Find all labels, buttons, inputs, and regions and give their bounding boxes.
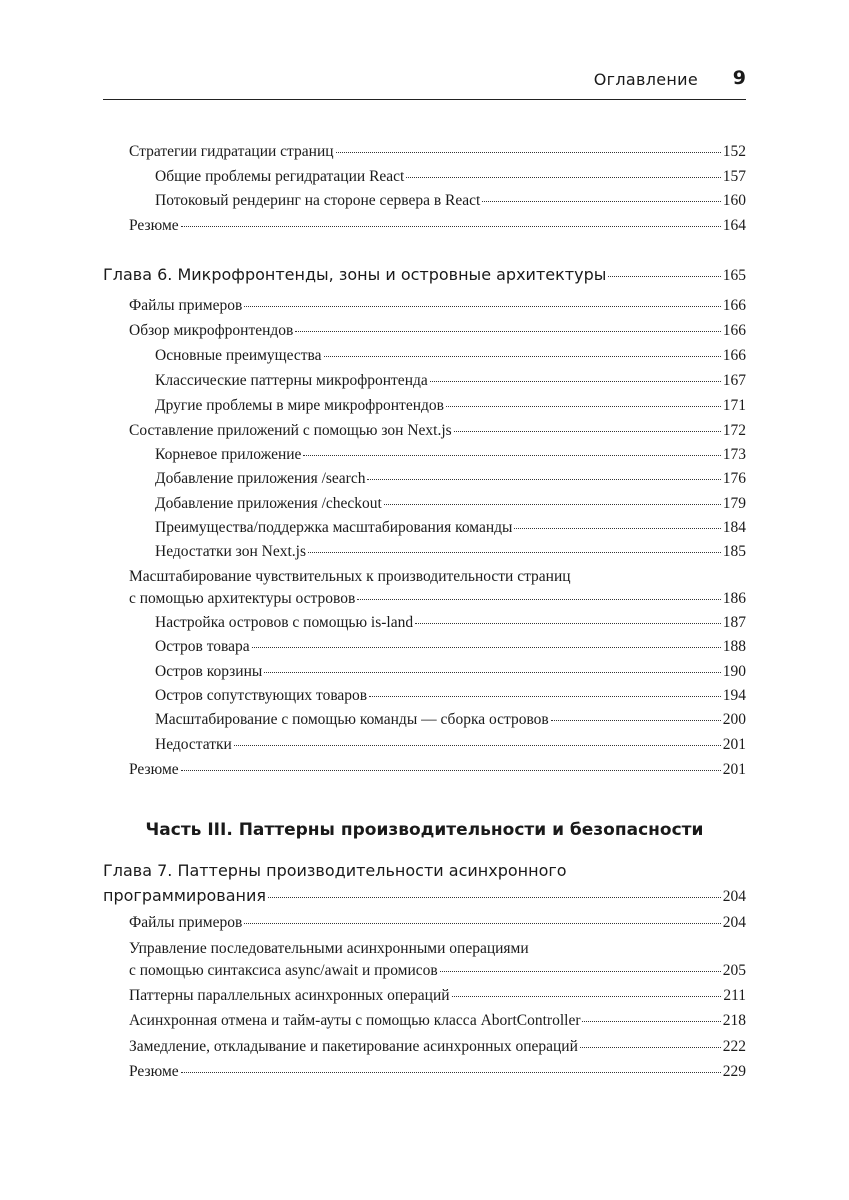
dot-leader [446, 406, 721, 407]
dot-leader [406, 177, 720, 178]
dot-leader [608, 276, 720, 277]
dot-leader [452, 996, 722, 997]
toc-page: 211 [723, 987, 746, 1004]
toc-entry[interactable]: Недостатки 201 [155, 736, 746, 753]
toc-page: 218 [722, 1012, 746, 1029]
toc-entry[interactable]: Обзор микрофронтендов 166 [129, 322, 746, 339]
dot-leader [582, 1021, 720, 1022]
toc-page: 179 [722, 495, 746, 512]
toc-page: 166 [722, 297, 746, 314]
dot-leader [268, 897, 721, 898]
toc-page: 190 [722, 663, 746, 680]
page-number: 9 [732, 67, 746, 89]
toc-page: 188 [722, 638, 746, 655]
toc-page: 194 [722, 687, 746, 704]
toc-entry[interactable]: Масштабирование с помощью команды — сборка островов 200 [155, 711, 746, 728]
toc-entry[interactable]: Преимущества/поддержка масштабирования команды 184 [155, 519, 746, 536]
toc-entry[interactable]: с помощью архитектуры островов 186 [129, 590, 746, 607]
running-header [103, 0, 746, 100]
toc-chapter-first-line[interactable]: Глава 7. Паттерны производительности асинхронного [103, 861, 567, 880]
toc-page: 201 [722, 736, 746, 753]
toc-entry[interactable]: Стратегии гидратации страниц 152 [129, 143, 746, 160]
dot-leader [295, 331, 720, 332]
toc-entry[interactable]: Добавление приложения /search 176 [155, 470, 746, 487]
dot-leader [181, 226, 721, 227]
dot-leader [440, 971, 721, 972]
dot-leader [244, 306, 720, 307]
toc-entry[interactable]: Корневое приложение 173 [155, 446, 746, 463]
toc-page: 187 [722, 614, 746, 631]
toc-page: 222 [722, 1038, 746, 1055]
toc-entry[interactable]: Паттерны параллельных асинхронных операций 211 [129, 987, 746, 1004]
dot-leader [181, 770, 721, 771]
toc-page: 172 [722, 422, 746, 439]
toc-entry[interactable]: с помощью синтаксиса async/await и промисов 205 [129, 962, 746, 979]
toc-entry[interactable]: Резюме 201 [129, 761, 746, 778]
dot-leader [308, 552, 721, 553]
dot-leader [303, 455, 720, 456]
toc-entry[interactable]: Асинхронная отмена и тайм-ауты с помощью класса AbortController 218 [129, 1012, 746, 1029]
toc-page: 152 [722, 143, 746, 160]
toc-entry[interactable]: Остров корзины 190 [155, 663, 746, 680]
toc-entry[interactable]: Резюме 164 [129, 217, 746, 234]
dot-leader [580, 1047, 721, 1048]
toc-entry[interactable]: Резюме 229 [129, 1063, 746, 1080]
dot-leader [454, 431, 721, 432]
dot-leader [357, 599, 720, 600]
dot-leader [264, 672, 720, 673]
toc-entry[interactable]: Остров сопутствующих товаров 194 [155, 687, 746, 704]
toc-entry[interactable]: Классические паттерны микрофронтенда 167 [155, 372, 746, 389]
toc-chapter[interactable]: Глава 6. Микрофронтенды, зоны и островные архитектуры 165 [103, 265, 746, 284]
toc-entry[interactable]: Остров товара 188 [155, 638, 746, 655]
dot-leader [181, 1072, 721, 1073]
toc-entry[interactable]: Недостатки зон Next.js 185 [155, 543, 746, 560]
toc-entry[interactable]: Другие проблемы в мире микрофронтендов 171 [155, 397, 746, 414]
toc-page: 184 [722, 519, 746, 536]
toc-page: 204 [722, 888, 746, 905]
toc-entry[interactable]: Добавление приложения /checkout 179 [155, 495, 746, 512]
part-title[interactable]: Часть III. Паттерны производительности и безопасности [145, 820, 704, 840]
toc-entry[interactable]: Потоковый рендеринг на стороне сервера в React 160 [155, 192, 746, 209]
toc-entry[interactable]: Основные преимущества 166 [155, 347, 746, 364]
dot-leader [384, 504, 721, 505]
dot-leader [482, 201, 720, 202]
toc-page: 173 [722, 446, 746, 463]
dot-leader [244, 923, 720, 924]
toc-entry[interactable]: Файлы примеров 204 [129, 914, 746, 931]
toc-page: 165 [722, 267, 746, 284]
toc-page: 164 [722, 217, 746, 234]
toc-page: 171 [722, 397, 746, 414]
toc-entry[interactable]: Общие проблемы регидратации React 157 [155, 168, 746, 185]
dot-leader [324, 356, 721, 357]
toc-entry-first-line[interactable]: Управление последовательными асинхронными операциями [129, 940, 529, 957]
dot-leader [551, 720, 721, 721]
toc-page: 167 [722, 372, 746, 389]
toc-entry[interactable]: Составление приложений с помощью зон Next.js 172 [129, 422, 746, 439]
dot-leader [415, 623, 721, 624]
toc-page: 176 [722, 470, 746, 487]
toc-page: 201 [722, 761, 746, 778]
toc-entry-first-line[interactable]: Масштабирование чувствительных к производительности страниц [129, 568, 571, 585]
dot-leader [367, 479, 720, 480]
dot-leader [234, 745, 721, 746]
dot-leader [430, 381, 721, 382]
toc-page: 185 [722, 543, 746, 560]
toc-entry[interactable]: Замедление, откладывание и пакетирование асинхронных операций 222 [129, 1038, 746, 1055]
toc-chapter[interactable]: программирования 204 [103, 886, 746, 905]
dot-leader [336, 152, 721, 153]
toc-page: 160 [722, 192, 746, 209]
dot-leader [514, 528, 720, 529]
dot-leader [252, 647, 721, 648]
toc-page: 204 [722, 914, 746, 931]
running-header-title: Оглавление [593, 70, 698, 89]
toc-entry[interactable]: Настройка островов с помощью is-land 187 [155, 614, 746, 631]
dot-leader [369, 696, 721, 697]
toc-page: 205 [722, 962, 746, 979]
toc-page: 166 [722, 322, 746, 339]
toc-page: 200 [722, 711, 746, 728]
toc-page: 186 [722, 590, 746, 607]
toc-page: 157 [722, 168, 746, 185]
toc-page: 166 [722, 347, 746, 364]
toc-page: 229 [722, 1063, 746, 1080]
toc-entry[interactable]: Файлы примеров 166 [129, 297, 746, 314]
